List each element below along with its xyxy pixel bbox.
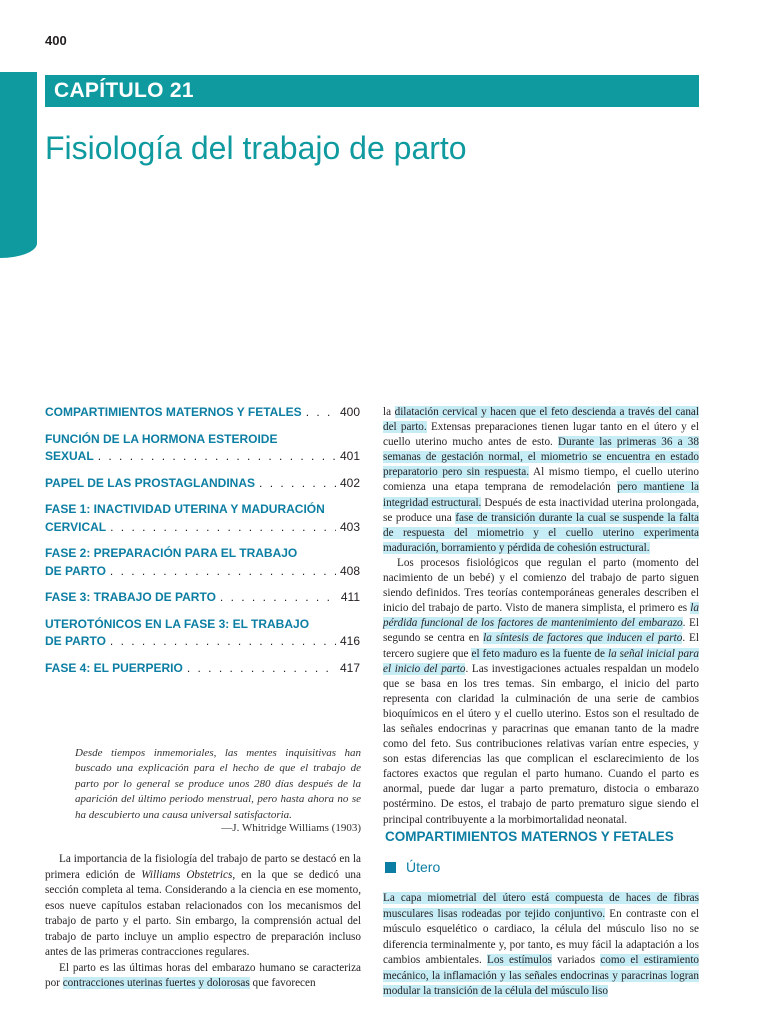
highlight: pero mantiene la integridad estructural.: [383, 481, 699, 509]
intro-paragraph-2: El parto es las últimas horas del embarazo humano se caracteriza por contracciones uterinas fuertes y dolorosas que favorecen: [45, 961, 361, 989]
toc-entry-title-line: FUNCIÓN DE LA HORMONA ESTEROIDE: [45, 431, 278, 446]
highlight: la pérdida funcional de los factores de mantenimiento del embarazo: [383, 602, 699, 630]
toc-page-number: 401: [339, 449, 360, 463]
toc-entry-label: PAPEL DE LAS PROSTAGLANDINAS: [45, 475, 256, 490]
epigraph-quote: Desde tiempos inmemoriales, las mentes inquisitivas han buscado una explicación para el hecho de que el trabajo de parto por lo general se produce unos 280 días después de la aparición del último periodo menstrual, pero hasta ahora no se ha descubierto una causa universal satisfactoria.: [75, 747, 361, 821]
highlight: el feto maduro es la fuente de: [471, 647, 608, 660]
highlight: fase de transición durante la cual se suspende la falta de respuesta del miometrio y el cuello uterino experimenta maduración, borramiento y pérdida de cohesión estructural.: [383, 511, 699, 554]
toc-entry: [45, 616, 360, 651]
toc-entry-label: SEXUAL: [45, 449, 94, 463]
section-heading: COMPARTIMIENTOS MATERNOS Y FETALES: [385, 829, 674, 844]
uterus-paragraph: La capa miometrial del útero está compuesta de haces de fibras musculares lisas rodeadas por tejido conjuntivo. En contraste con el músculo esquelético o cardiaco, la célula del músculo liso no se diferencia terminalmente y, por tanto, es muy fácil la adaptación a los cambios ambientales. Los estímulos variados como el estiramiento mecánico, la inflamación y las señales endocrinas y paracrinas logran modular la transición de la célula del músculo liso: [383, 892, 700, 998]
page-number: 400: [45, 33, 67, 48]
chapter-title: Fisiología del trabajo de parto: [45, 130, 467, 166]
toc-entry-title-line: FASE 2: PREPARACIÓN PARA EL TRABAJO: [45, 546, 298, 560]
highlight: Durante las primeras 36 a 38 semanas de gestación normal, el miometrio se encuentra en estado preparatorio pero sin respuesta.: [383, 436, 699, 479]
toc-entry: [45, 404, 360, 422]
toc-leader-dots: [110, 633, 336, 651]
toc-page-number: 403: [339, 519, 360, 534]
toc-leader-dots: [110, 563, 336, 581]
toc-leader-dots: [220, 589, 337, 607]
toc-entry-title-line: UTEROTÓNICOS EN LA FASE 3: EL TRABAJO: [45, 616, 310, 631]
toc-entry: [45, 475, 360, 493]
toc-entry: [45, 589, 360, 607]
toc-page-number: 400: [339, 405, 360, 419]
epigraph-attribution: —J. Whitridge Williams (1903): [221, 822, 361, 834]
toc-leader-dots: [98, 448, 336, 466]
right-paragraph-1: la dilatación cervical y hacen que el feto descienda a través del canal del parto. Extensas preparaciones tienen lugar tanto en el útero y el cuello uterino mucho antes de esto. Durante las primeras 36 a 38 semanas de gestación normal, el miometrio se encuentra en estado preparatorio pero sin respuesta. Al mismo tiempo, el cuello uterino comienza una etapa temprana de remodelación pero mantiene la integridad estructural. Después de esta inactividad uterina prolongada, se produce una fase de transición durante la cual se suspende la falta de respuesta del miometrio y el cuello uterino experimenta maduración, borramiento y pérdida de cohesión estructural.: [383, 406, 700, 554]
chapter-label: CAPÍTULO 21: [45, 75, 699, 107]
intro-paragraph-1: La importancia de la fisiología del trabajo de parto se destacó en la primera edición de Williams Obstetrics, en la que se dedicó una sección completa al tema. Considerando a la ciencia en ese momento, esos nueve capítulos estaban relacionados con los mecanismos del trabajo de parto y el parto. Sin embargo, la comprensión actual del trabajo de parto incluye un amplio espectro de preparación incluso antes de las primeras contracciones regulares.: [45, 853, 361, 958]
continued-text: [383, 405, 699, 828]
toc-page-number: 402: [339, 475, 360, 490]
toc-leader-dots: [187, 660, 336, 678]
toc-entry-label: FASE 4: EL PUERPERIO: [45, 660, 183, 675]
toc-entry-label: DE PARTO: [45, 563, 106, 578]
toc-entry: [45, 545, 360, 580]
toc-leader-dots: [110, 519, 336, 537]
book-title: Williams Obstetrics: [141, 868, 233, 881]
highlight: Los estímulos: [487, 954, 552, 967]
toc-entry-label: COMPARTIMIENTOS MATERNOS Y FETALES: [45, 405, 302, 419]
square-bullet-icon: [385, 862, 396, 873]
toc-entry: [45, 431, 360, 466]
toc-entry-title-line: FASE 1: INACTIVIDAD UTERINA Y MADURACIÓN: [45, 502, 325, 516]
toc-page-number: 417: [339, 660, 360, 675]
chapter-side-tab: [0, 72, 37, 258]
toc-entry: [45, 501, 360, 536]
toc-entry: [45, 660, 360, 678]
highlight: la síntesis de factores que inducen el parto: [483, 632, 683, 645]
toc-leader-dots: [259, 475, 336, 493]
toc-entry-label: FASE 3: TRABAJO DE PARTO: [45, 590, 216, 604]
toc-page-number: 411: [340, 590, 360, 604]
highlight: contracciones uterinas fuertes y dolorosas: [62, 977, 250, 989]
toc-leader-dots: [306, 404, 336, 422]
highlight: dilatación cervical y hacen que el feto descienda a través del canal del parto.: [383, 406, 700, 434]
intro-text: [45, 852, 361, 992]
subsection-heading: Útero: [385, 859, 440, 875]
highlight: como el estiramiento mecánico, la inflamación y las señales endocrinas y paracrinas logran modular la transición de la célula del músculo liso: [383, 954, 700, 998]
table-of-contents: [45, 404, 360, 686]
right-paragraph-2: Los procesos fisiológicos que regulan el parto (momento del nacimiento de un bebé) y el comienzo del trabajo de parto siguen siendo definidos. Tres teorías contemporáneas generales describen el inicio del trabajo de parto. Visto de manera simplista, el primero es la pérdida funcional de los factores de mantenimiento del embarazo. El segundo se centra en la síntesis de factores que inducen el parto. El tercero sugiere que el feto maduro es la fuente de la señal inicial para el inicio del parto. Las investigaciones actuales respaldan un modelo que se basa en los tres temas. Sin embargo, el inicio del parto representa con claridad la culminación de una serie de cambios bioquímicos en el útero y el cuello uterino. Estos son el resultado de las señales endocrinas y paracrinas que emanan tanto de la madre como del feto. Sus contribuciones relativas varían entre especies, y son estas diferencias las que complican el esclarecimiento de los factores exactos que regulan el parto humano. Cuando el parto es anormal, puede dar lugar a parto prematuro, distocia o embarazo postérmino. De estos, el trabajo de parto prematuro sigue siendo el principal contribuyente a la morbimortalidad neonatal.: [383, 556, 699, 826]
uterus-text: [383, 880, 699, 1011]
toc-entry-label: DE PARTO: [45, 634, 106, 648]
highlight: La capa miometrial del útero está compuesta de haces de fibras musculares lisas rodeadas por tejido conjuntivo.: [383, 892, 699, 920]
toc-entry-label: CERVICAL: [45, 519, 107, 534]
toc-page-number: 416: [339, 634, 360, 648]
highlight: la señal inicial para el inicio del parto: [383, 647, 699, 675]
toc-page-number: 408: [339, 563, 360, 578]
